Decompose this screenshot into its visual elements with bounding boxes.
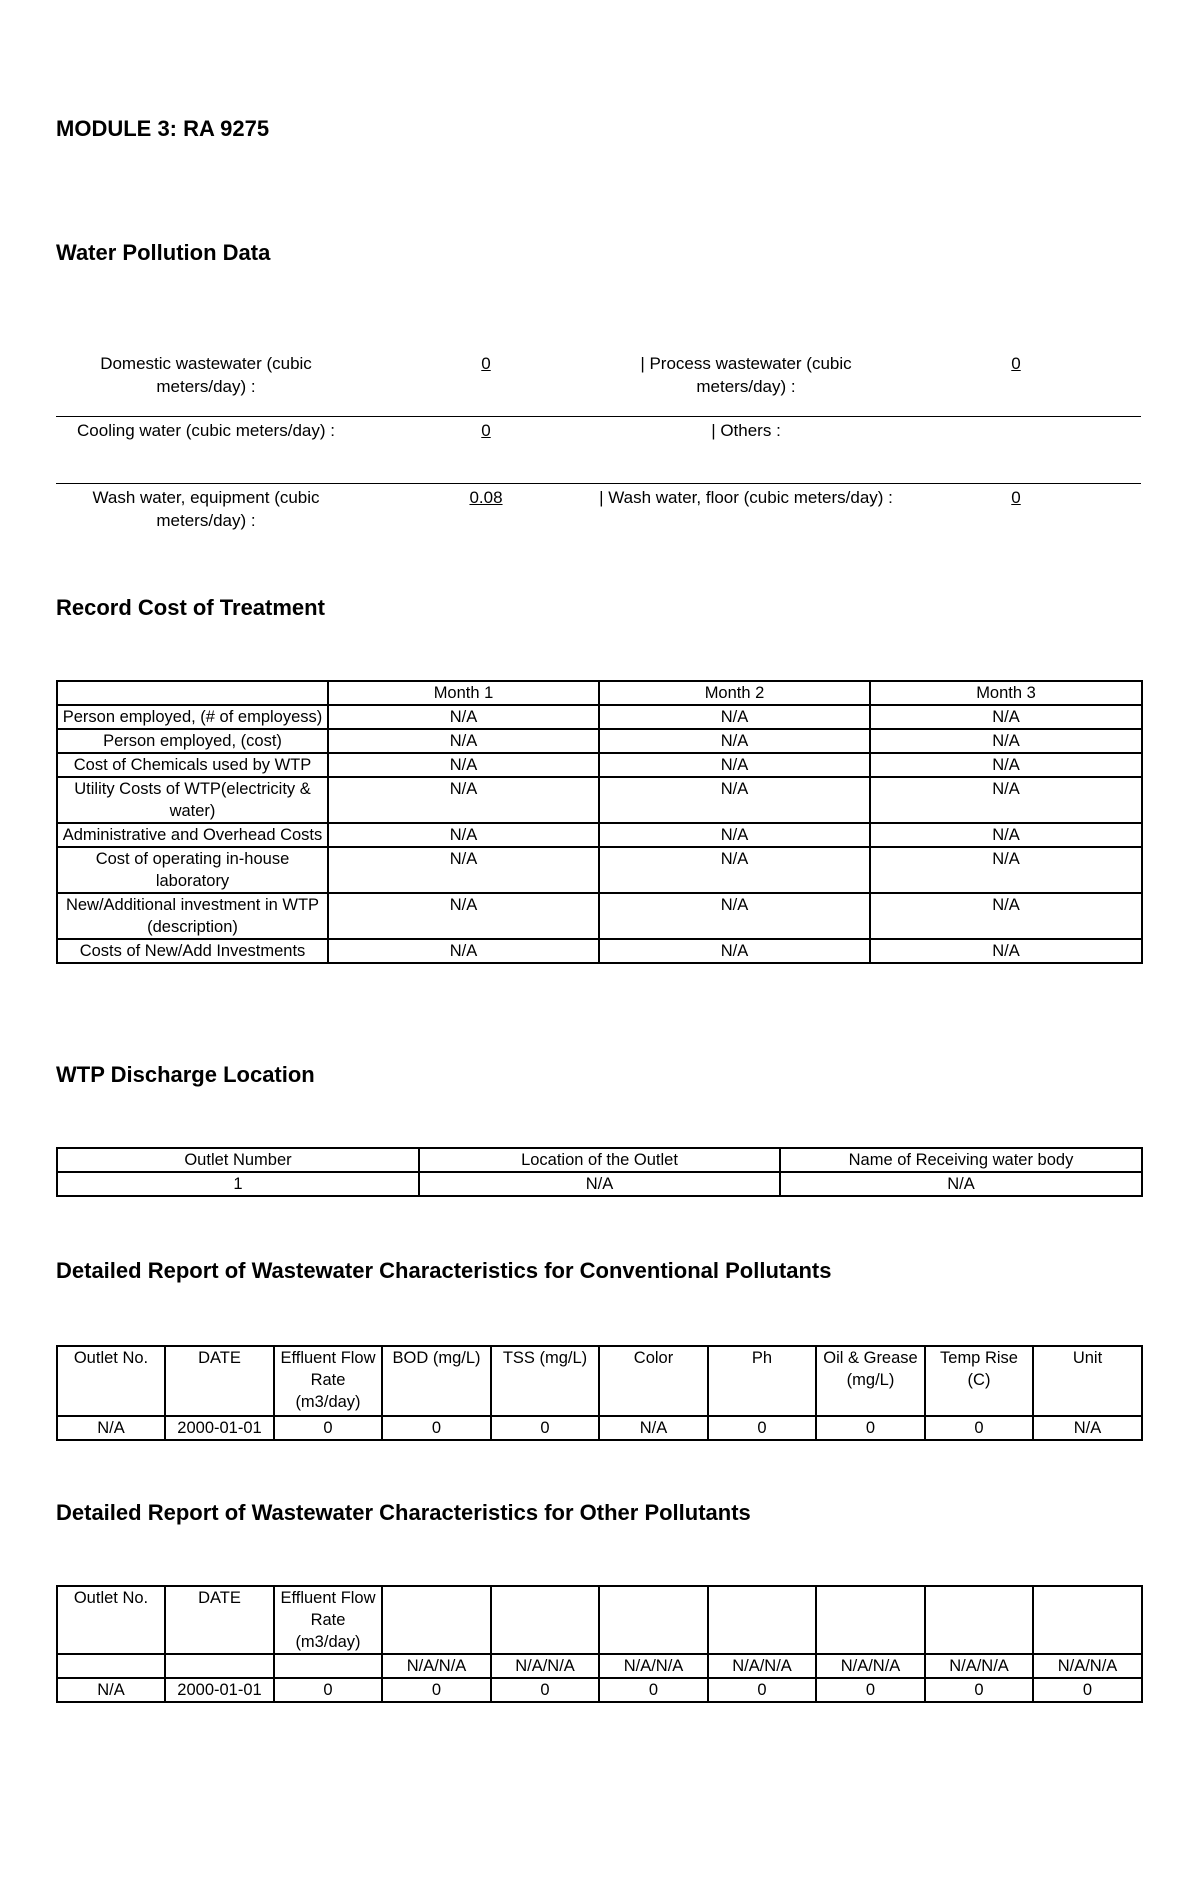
table-header-row <box>57 1346 1142 1416</box>
table-header-cell: BOD (mg/L) <box>382 1346 491 1416</box>
discharge-location-table <box>56 1147 1143 1197</box>
table-cell: 0 <box>925 1678 1033 1702</box>
table-cell: N/A <box>870 823 1142 847</box>
cooling-water-label: Cooling water (cubic meters/day) : <box>77 421 335 440</box>
table-row <box>57 705 1142 729</box>
table-subheader-cell: N/A/N/A <box>708 1654 816 1678</box>
table-cell: N/A <box>599 939 870 963</box>
table-cell: Person employed, (# of employess) <box>57 705 328 729</box>
table-cell: N/A <box>870 893 1142 939</box>
table-cell: N/A <box>328 823 599 847</box>
wash-water-floor-value: 0 <box>1011 488 1021 507</box>
table-cell: N/A <box>599 729 870 753</box>
table-cell: N/A <box>870 729 1142 753</box>
table-header-cell <box>708 1586 816 1654</box>
table-cell: 2000-01-01 <box>165 1678 274 1702</box>
table-cell: N/A <box>328 729 599 753</box>
table-cell: N/A <box>1033 1416 1142 1440</box>
table-header-cell: Unit <box>1033 1346 1142 1416</box>
water-pollution-title: Water Pollution Data <box>56 240 271 265</box>
table-subheader-cell: N/A/N/A <box>816 1654 925 1678</box>
table-cell: 0 <box>708 1416 816 1440</box>
table-header-cell: Month 2 <box>599 681 870 705</box>
table-header-row <box>57 1586 1142 1654</box>
table-row <box>57 847 1142 893</box>
table-row <box>57 753 1142 777</box>
table-cell: 0 <box>708 1678 816 1702</box>
table-subheader-cell: N/A/N/A <box>382 1654 491 1678</box>
table-row <box>57 1678 1142 1702</box>
table-row <box>57 1172 1142 1196</box>
module-title: MODULE 3: RA 9275 <box>56 116 270 141</box>
table-cell: N/A <box>328 705 599 729</box>
table-cell: 0 <box>816 1678 925 1702</box>
table-cell: N/A <box>599 1416 708 1440</box>
table-header-cell: Effluent Flow Rate (m3/day) <box>274 1346 382 1416</box>
table-header-cell: Name of Receiving water body <box>780 1148 1142 1172</box>
table-header-row <box>57 681 1142 705</box>
table-row <box>57 1416 1142 1440</box>
table-header-cell: TSS (mg/L) <box>491 1346 599 1416</box>
table-cell: Costs of New/Add Investments <box>57 939 328 963</box>
table-cell: 2000-01-01 <box>165 1416 274 1440</box>
table-cell: N/A <box>599 847 870 893</box>
table-header-cell: Month 1 <box>328 681 599 705</box>
table-header-cell: Color <box>599 1346 708 1416</box>
table-header-cell: Ph <box>708 1346 816 1416</box>
table-cell: N/A <box>870 753 1142 777</box>
table-cell: N/A <box>328 893 599 939</box>
wash-water-equipment-value: 0.08 <box>469 488 503 507</box>
table-cell: N/A <box>870 939 1142 963</box>
table-cell: N/A <box>419 1172 780 1196</box>
table-cell: Utility Costs of WTP(electricity & water) <box>57 777 328 823</box>
table-header-cell <box>491 1586 599 1654</box>
table-cell: N/A <box>599 753 870 777</box>
table-cell: N/A <box>599 893 870 939</box>
water-pollution-row <box>56 417 1141 484</box>
table-row <box>57 729 1142 753</box>
table-cell: Person employed, (cost) <box>57 729 328 753</box>
table-subheader-cell: N/A/N/A <box>491 1654 599 1678</box>
table-cell: 1 <box>57 1172 419 1196</box>
discharge-location-title: WTP Discharge Location <box>56 1062 315 1087</box>
table-subheader-cell <box>165 1654 274 1678</box>
table-cell: N/A <box>328 939 599 963</box>
others-label: | Others : <box>711 421 781 440</box>
table-subheader-cell: N/A/N/A <box>599 1654 708 1678</box>
table-cell: N/A <box>870 777 1142 823</box>
table-row <box>57 893 1142 939</box>
table-header-cell: DATE <box>165 1586 274 1654</box>
table-cell: N/A <box>328 847 599 893</box>
conventional-pollutants-table <box>56 1345 1143 1441</box>
table-subheader-cell <box>274 1654 382 1678</box>
table-row <box>57 823 1142 847</box>
table-cell: N/A <box>328 753 599 777</box>
table-header-cell: Temp Rise (C) <box>925 1346 1033 1416</box>
table-header-row <box>57 1148 1142 1172</box>
process-wastewater-label: | Process wastewater (cubic meters/day) : <box>640 354 852 396</box>
wash-water-floor-label: | Wash water, floor (cubic meters/day) : <box>599 488 893 507</box>
table-cell: 0 <box>382 1678 491 1702</box>
table-cell: Cost of operating in-house laboratory <box>57 847 328 893</box>
table-subheader-row <box>57 1654 1142 1678</box>
process-wastewater-value: 0 <box>1011 354 1021 373</box>
table-cell: New/Additional investment in WTP (description) <box>57 893 328 939</box>
water-pollution-row <box>56 484 1141 550</box>
table-header-cell: Oil & Grease (mg/L) <box>816 1346 925 1416</box>
domestic-wastewater-label: Domestic wastewater (cubic meters/day) : <box>100 354 312 396</box>
table-header-cell: Month 3 <box>870 681 1142 705</box>
table-cell: 0 <box>491 1678 599 1702</box>
table-subheader-cell: N/A/N/A <box>1033 1654 1142 1678</box>
table-cell: 0 <box>1033 1678 1142 1702</box>
table-cell: 0 <box>382 1416 491 1440</box>
table-cell: 0 <box>599 1678 708 1702</box>
table-cell: N/A <box>870 847 1142 893</box>
other-pollutants-table <box>56 1585 1143 1703</box>
table-header-cell <box>382 1586 491 1654</box>
table-cell: N/A <box>57 1416 165 1440</box>
table-header-cell <box>925 1586 1033 1654</box>
table-cell: Cost of Chemicals used by WTP <box>57 753 328 777</box>
table-header-cell <box>57 681 328 705</box>
table-cell: N/A <box>328 777 599 823</box>
table-header-cell <box>816 1586 925 1654</box>
table-cell: 0 <box>491 1416 599 1440</box>
table-row <box>57 777 1142 823</box>
water-pollution-grid <box>56 350 1141 550</box>
table-subheader-cell: N/A/N/A <box>925 1654 1033 1678</box>
table-cell: N/A <box>780 1172 1142 1196</box>
table-subheader-cell <box>57 1654 165 1678</box>
table-header-cell <box>599 1586 708 1654</box>
conventional-pollutants-title: Detailed Report of Wastewater Characteristics for Conventional Pollutants <box>56 1258 832 1283</box>
table-header-cell: Location of the Outlet <box>419 1148 780 1172</box>
table-cell: N/A <box>599 777 870 823</box>
cost-treatment-title: Record Cost of Treatment <box>56 595 325 620</box>
table-header-cell: Effluent Flow Rate (m3/day) <box>274 1586 382 1654</box>
table-cell: 0 <box>274 1678 382 1702</box>
table-header-cell: Outlet No. <box>57 1346 165 1416</box>
water-pollution-row <box>56 350 1141 417</box>
table-header-cell: DATE <box>165 1346 274 1416</box>
table-header-cell: Outlet Number <box>57 1148 419 1172</box>
table-cell: Administrative and Overhead Costs <box>57 823 328 847</box>
table-row <box>57 939 1142 963</box>
table-cell: N/A <box>599 823 870 847</box>
domestic-wastewater-value: 0 <box>481 354 491 373</box>
cooling-water-value: 0 <box>481 421 491 440</box>
other-pollutants-title: Detailed Report of Wastewater Characteristics for Other Pollutants <box>56 1500 751 1525</box>
table-cell: 0 <box>925 1416 1033 1440</box>
wash-water-equipment-label: Wash water, equipment (cubic meters/day) : <box>92 488 320 530</box>
table-cell: N/A <box>599 705 870 729</box>
table-header-cell <box>1033 1586 1142 1654</box>
cost-treatment-table <box>56 680 1143 964</box>
table-cell: 0 <box>816 1416 925 1440</box>
table-cell: N/A <box>57 1678 165 1702</box>
table-cell: N/A <box>870 705 1142 729</box>
table-cell: 0 <box>274 1416 382 1440</box>
table-header-cell: Outlet No. <box>57 1586 165 1654</box>
